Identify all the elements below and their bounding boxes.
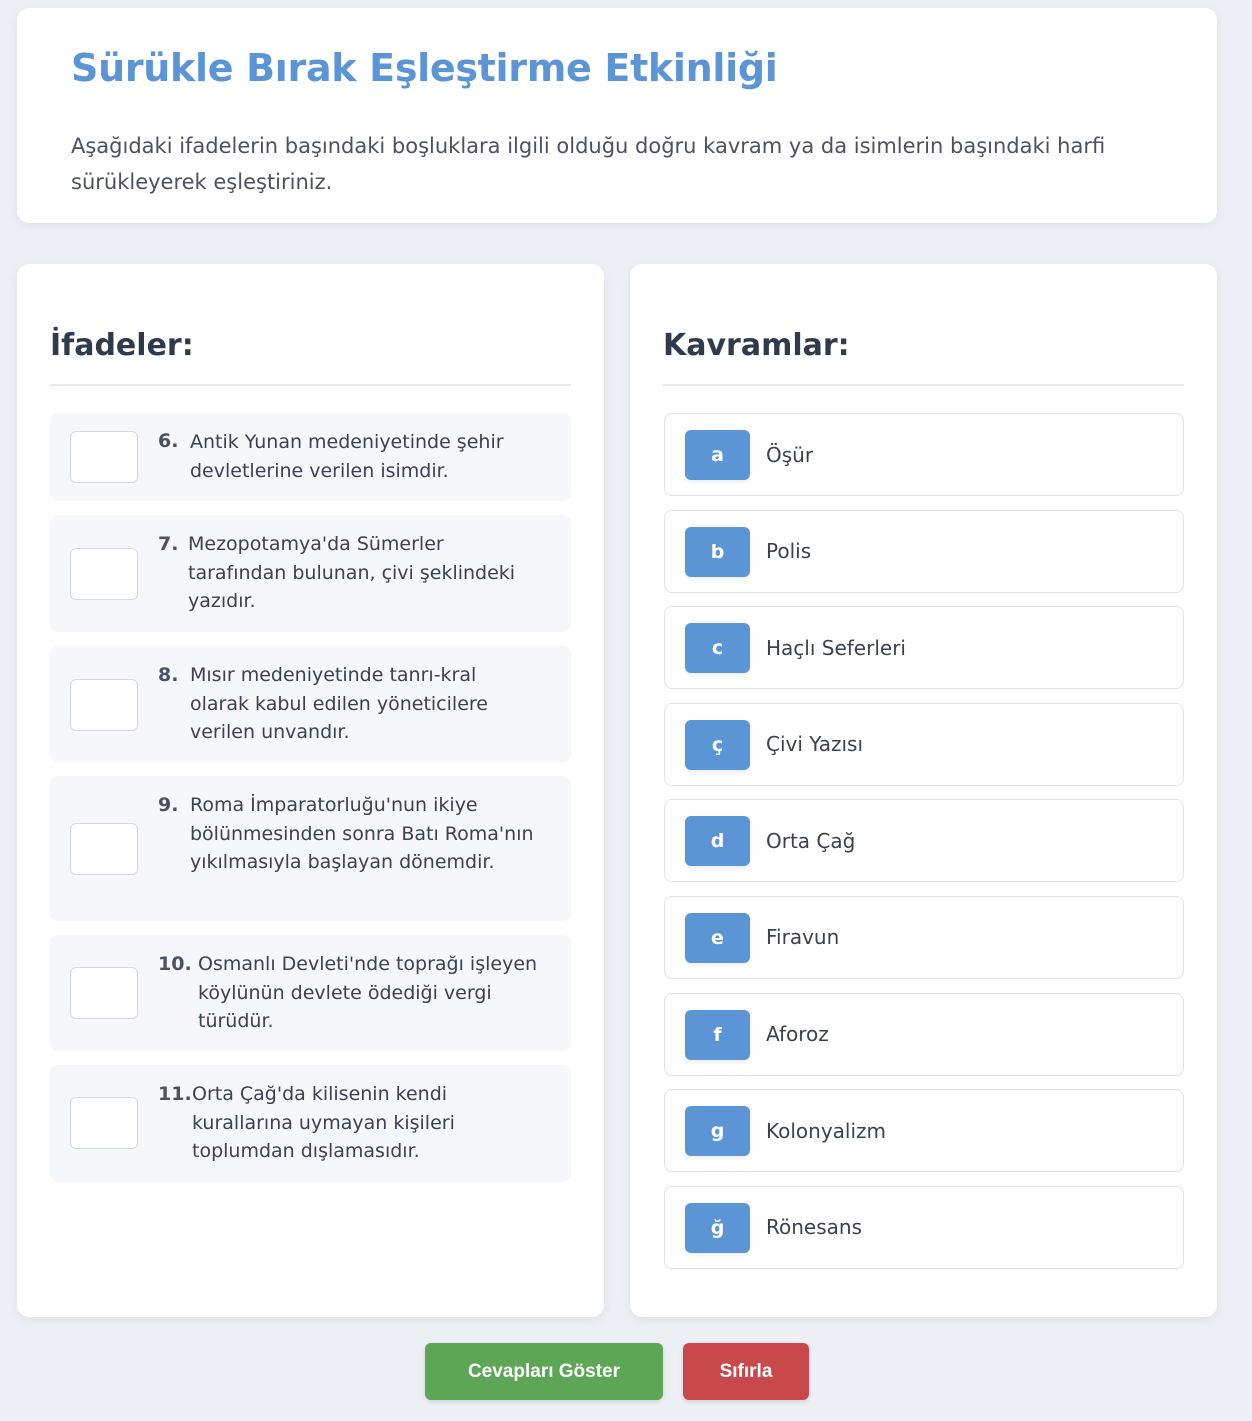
concept-item[interactable]	[664, 510, 1184, 593]
statement-list	[50, 413, 571, 1196]
statement-item	[50, 776, 571, 921]
draggable-letter-badge[interactable]: a	[685, 430, 750, 480]
concept-label: Orta Çağ	[766, 828, 856, 853]
show-answers-button[interactable]: Cevapları Göster	[425, 1343, 663, 1400]
concept-item[interactable]	[664, 1186, 1184, 1269]
statement-text: Orta Çağ'da kilisenin kendi kurallarına uymayan kişileri toplumdan dışlamasıdır.	[192, 1083, 455, 1162]
concepts-panel	[630, 264, 1217, 1317]
reset-button[interactable]: Sıfırla	[683, 1343, 809, 1400]
concept-item[interactable]	[664, 703, 1184, 786]
draggable-letter-badge[interactable]: ç	[685, 720, 750, 770]
statement-item	[50, 646, 571, 762]
drop-zone[interactable]	[70, 679, 138, 731]
statement-number: 11.	[158, 1083, 192, 1105]
concept-label: Çivi Yazısı	[766, 732, 864, 757]
divider	[50, 384, 571, 386]
statement-item	[50, 935, 571, 1051]
concept-item[interactable]	[664, 606, 1184, 689]
concept-label: Kolonyalizm	[766, 1118, 887, 1143]
draggable-letter-badge[interactable]: b	[685, 527, 750, 577]
draggable-letter-badge[interactable]: g	[685, 1106, 750, 1156]
statement-text: Roma İmparatorluğu'nun ikiye bölünmesinden sonra Batı Roma'nın yıkılmasıyla başlayan dönemdir.	[190, 794, 534, 873]
draggable-letter-badge[interactable]: d	[685, 816, 750, 866]
drop-zone[interactable]	[70, 431, 138, 483]
concept-item[interactable]	[664, 896, 1184, 979]
draggable-letter-badge[interactable]: f	[685, 1010, 750, 1060]
statement-item	[50, 413, 571, 501]
statement-number: 8.	[158, 664, 179, 686]
concept-label: Öşür	[766, 442, 814, 467]
drop-zone[interactable]	[70, 548, 138, 600]
statement-text: Mısır medeniyetinde tanrı-kral olarak kabul edilen yöneticilere verilen unvandır.	[190, 664, 488, 743]
concept-label: Rönesans	[766, 1215, 862, 1240]
concept-label: Firavun	[766, 925, 840, 950]
concept-item[interactable]	[664, 413, 1184, 496]
header-card	[17, 8, 1217, 223]
statement-item	[50, 1065, 571, 1182]
statement-number: 10.	[158, 953, 192, 975]
statement-number: 7.	[158, 533, 179, 555]
concept-item[interactable]	[664, 799, 1184, 882]
drop-zone[interactable]	[70, 967, 138, 1019]
statement-item	[50, 515, 571, 632]
draggable-letter-badge[interactable]: ğ	[685, 1203, 750, 1253]
instructions-text: Aşağıdaki ifadelerin başındaki boşluklara ilgili olduğu doğru kavram ya da isimlerin başındaki harfi sürükleyerek eşleştiriniz.	[71, 133, 1106, 194]
concept-label: Polis	[766, 539, 812, 564]
statement-text: Osmanlı Devleti'nde toprağı işleyen köylünün devlete ödediği vergi türüdür.	[198, 953, 538, 1032]
drop-zone[interactable]	[70, 1097, 138, 1149]
concept-label: Haçlı Seferleri	[766, 635, 906, 660]
concepts-heading: Kavramlar:	[663, 328, 850, 363]
concept-label: Aforoz	[766, 1022, 829, 1047]
concept-item[interactable]	[664, 1089, 1184, 1172]
page-title: Sürükle Bırak Eşleştirme Etkinliği	[71, 46, 778, 90]
concept-item[interactable]	[664, 993, 1184, 1076]
statement-number: 9.	[158, 794, 179, 816]
drop-zone[interactable]	[70, 823, 138, 875]
concept-list	[664, 413, 1184, 1282]
divider	[663, 384, 1184, 386]
draggable-letter-badge[interactable]: e	[685, 913, 750, 963]
statement-number: 6.	[158, 430, 179, 452]
draggable-letter-badge[interactable]: c	[685, 623, 750, 673]
statements-panel	[17, 264, 604, 1317]
statement-text: Mezopotamya'da Sümerler tarafından bulunan, çivi şeklindeki yazıdır.	[188, 533, 516, 612]
statements-heading: İfadeler:	[50, 328, 194, 363]
statement-text: Antik Yunan medeniyetinde şehir devletlerine verilen isimdir.	[190, 431, 504, 482]
